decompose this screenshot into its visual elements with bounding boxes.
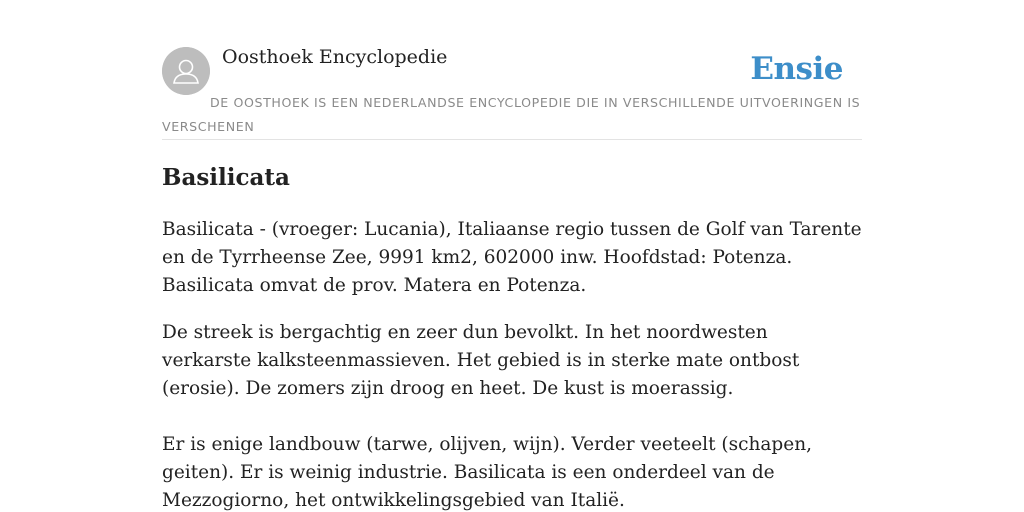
article-paragraph-1: Basilicata - (vroeger: Lucania), Italiaanse regio tussen de Golf van Tarente en de Tyrrheense Zee, 9991 km2, 602000 inw. Hoofdstad: Potenza. Basilicata omvat de prov. Matera en Potenza.	[162, 219, 862, 296]
site-tagline: DE OOSTHOEK IS EEN NEDERLANDSE ENCYCLOPEDIE DIE IN VERSCHILLENDE UITVOERINGEN IS VERSCHENEN	[162, 95, 861, 134]
user-silhouette-icon	[162, 47, 210, 95]
article-title: Basilicata	[162, 164, 290, 191]
article-paragraph-2: De streek is bergachtig en zeer dun bevolkt. In het noordwesten verkarste kalksteenmassieven. Het gebied is in sterke mate ontbost (erosie). De zomers zijn droog en heet. De kust is moerassig. Er is enige landbouw (tarwe, olijven, wijn). Verder veeteelt (schapen, geiten). Er is weinig industrie. Basilicata is een onderdeel van de Mezzogiorno, het ontwikkelingsgebied van Italië.	[162, 322, 813, 511]
brand-logo[interactable]: Ensie	[750, 51, 843, 87]
header-container	[162, 0, 862, 140]
site-header	[162, 0, 862, 140]
site-title[interactable]: Oosthoek Encyclopedie	[222, 46, 448, 68]
avatar[interactable]	[162, 47, 210, 95]
